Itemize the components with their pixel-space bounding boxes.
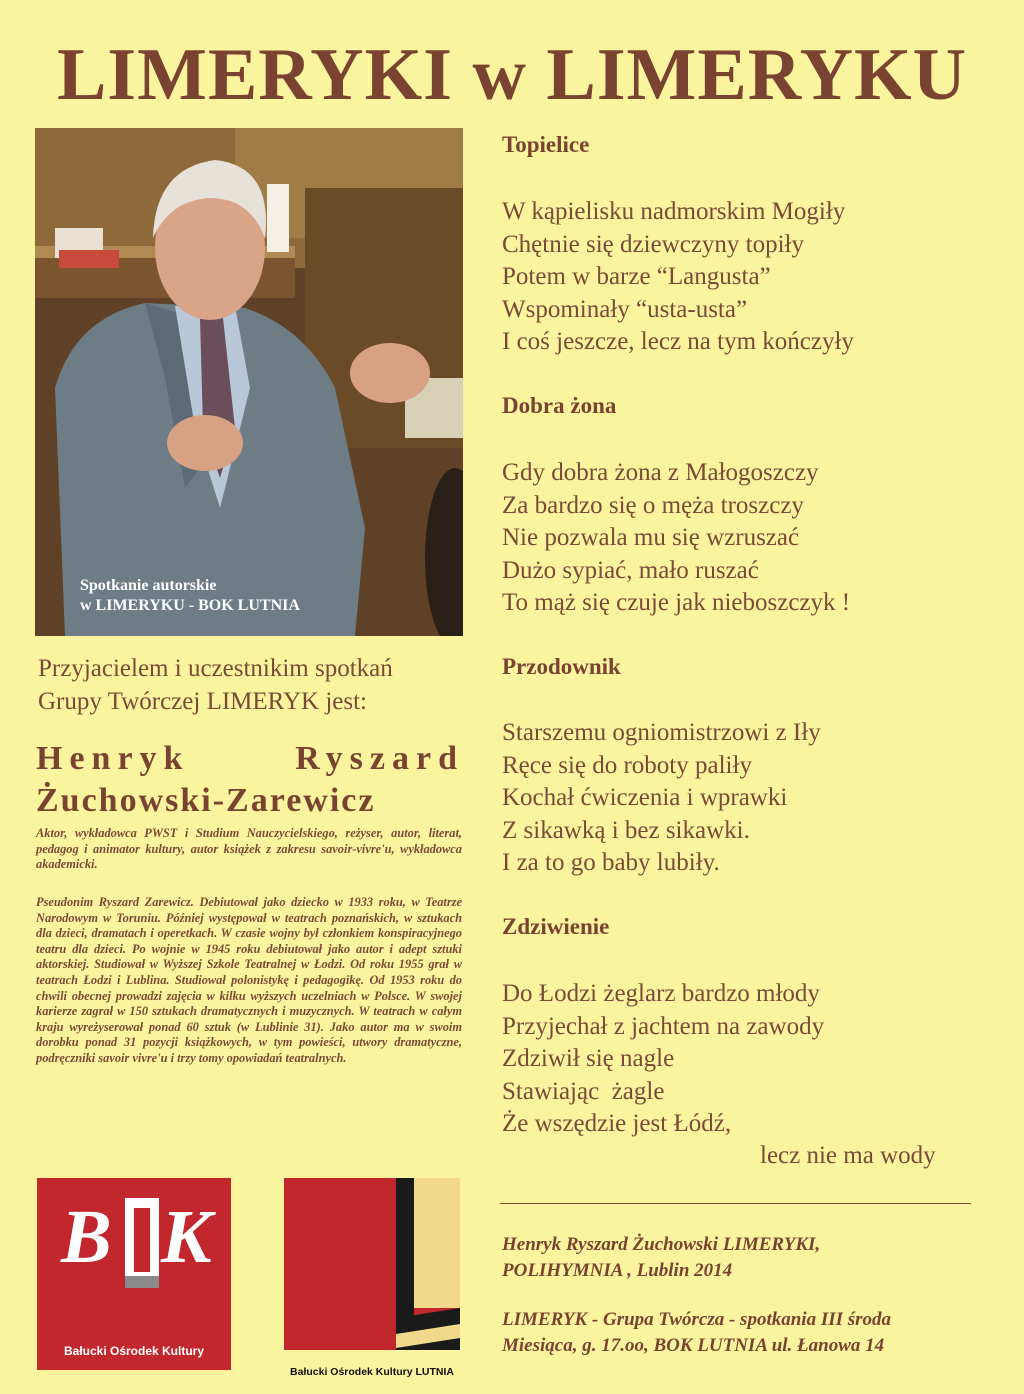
poem-title-zdziwienie: Zdziwienie: [502, 914, 610, 939]
poem-line: Stawiając żagle: [502, 1077, 665, 1105]
book-reference: [502, 1232, 972, 1284]
photo-caption: [80, 576, 440, 616]
lutnia-logo-mark: [284, 1178, 460, 1350]
poem-line: Gdy dobra żona z Małogoszczy: [502, 459, 819, 486]
poem-line: Starszemu ogniomistrzowi z Iły: [502, 719, 821, 746]
divider: [500, 1203, 971, 1204]
poem-line: Nie pozwala mu się wzruszać: [502, 524, 800, 552]
poem-line: Ręce się do roboty paliły: [502, 751, 752, 779]
poem-przodownik: [502, 717, 982, 880]
poem-line-last: lecz nie ma wody: [760, 1142, 936, 1169]
poem-topielice: [502, 196, 982, 359]
person-name-last: Żuchowski-Zarewicz: [36, 782, 376, 819]
bok-logo-mark: [37, 1178, 231, 1338]
bio-long: Pseudonim Ryszard Zarewicz. Debiutował jako dziecko w 1933 roku, w Teatrze Narodowym w Toruniu. Później występował w teatrach poznańskich, w sztukach dla dzieci, dramatach i operetkach. W czasie wojny był członkiem konspiracyjnego teatru dla dzieci. Po wojnie w 1945 roku debiutował jako autor i adept sztuki aktorskiej. Studiował w Wyższej Szkole Teatralnej w Łodzi. Od roku 1955 grał w teatrach Łodzi i Lublina. Studiował polonistykę i pedagogikę. Od 1953 roku do chwili obecnej prowadzi zajęcia w kilku wyższych uczelniach w Polsce. W swojej karierze zagrał w 150 sztukach dramatycznych i muzycznych. W teatrach w całym kraju wyreżyserował ponad 60 sztuk (w Lublinie 31). Jako autor ma w swoim dorobku ponad 31 pozycji książkowych, w tym powieści, utwory dramatyczne, podręczniki savoir vivre'u i trzy tomy opowiadań teatralnych.: [36, 895, 462, 1065]
poem-title-dobra-zona: Dobra żona: [502, 393, 617, 418]
poem-line: To mąż się czuje jak nieboszczyk !: [502, 589, 851, 617]
poem-line: W kąpielisku nadmorskim Mogiły: [502, 198, 846, 225]
photo-caption-line2: w LIMERYKU - BOK LUTNIA: [80, 597, 300, 614]
bio-short: Aktor, wykładowca PWST i Studium Nauczycielskiego, reżyser, autor, literat, pedagog i animator kultury, autor książek z zakresu savoir-vivre'u, wykładowca akademicki.: [36, 826, 462, 872]
poem-line: Do Łodzi żeglarz bardzo młody: [502, 980, 820, 1007]
intro-text: [38, 652, 478, 718]
svg-text:K: K: [161, 1195, 212, 1279]
poem-line: Potem w barze “Langusta”: [502, 263, 771, 291]
poem-title-przodownik: Przodownik: [502, 654, 621, 679]
photo-caption-line1: Spotkanie autorskie: [80, 577, 217, 594]
meeting-info-line2: Miesiąca, g. 17.oo, BOK LUTNIA ul. Łanowa 14: [502, 1335, 885, 1356]
poem-line: Zdziwił się nagle: [502, 1045, 675, 1073]
book-reference-line1: Henryk Ryszard Żuchowski LIMERYKI,: [502, 1234, 821, 1255]
poem-line: Że wszędzie jest Łódź,: [502, 1110, 732, 1138]
person-name-first: Henryk Ryszard: [36, 740, 464, 777]
poem-line: I coś jeszcze, lecz na tym kończyły: [502, 328, 854, 356]
poem-zdziwienie: [502, 978, 982, 1141]
lutnia-logo-caption: Bałucki Ośrodek Kultury LUTNIA: [290, 1366, 454, 1378]
poem-dobra-zona: [502, 457, 982, 620]
lutnia-logo: [284, 1178, 460, 1378]
poem-line: Z sikawką i bez sikawki.: [502, 816, 750, 844]
bok-logo-caption: Bałucki Ośrodek Kultury: [63, 1344, 205, 1358]
poem-line: Wspominały “usta-usta”: [502, 295, 748, 323]
poem-line: Przyjechał z jachtem na zawody: [502, 1012, 825, 1040]
poem-title-topielice: Topielice: [502, 132, 590, 157]
book-reference-line2: POLIHYMNIA , Lublin 2014: [502, 1260, 733, 1281]
svg-text:B: B: [61, 1195, 112, 1279]
poem-line: Chętnie się dziewczyny topiły: [502, 230, 805, 258]
intro-line1: Przyjacielem i uczestnikim spotkań: [38, 655, 393, 682]
bok-logo: [37, 1178, 231, 1370]
intro-line2: Grupy Twórczej LIMERYK jest:: [38, 688, 367, 715]
page-title: LIMERYKI w LIMERYKU: [56, 34, 968, 116]
poem-line: I za to go baby lubiły.: [502, 849, 720, 877]
meeting-info: [502, 1307, 972, 1359]
poem-line: Za bardzo się o męża troszczy: [502, 491, 804, 519]
poem-line: Dużo sypiać, mało ruszać: [502, 556, 759, 584]
author-photo: [35, 128, 463, 636]
poem-line: Kochał ćwiczenia i wprawki: [502, 784, 788, 812]
meeting-info-line1: LIMERYK - Grupa Twórcza - spotkania III środa: [502, 1309, 892, 1330]
photo-illustration: [35, 128, 463, 636]
